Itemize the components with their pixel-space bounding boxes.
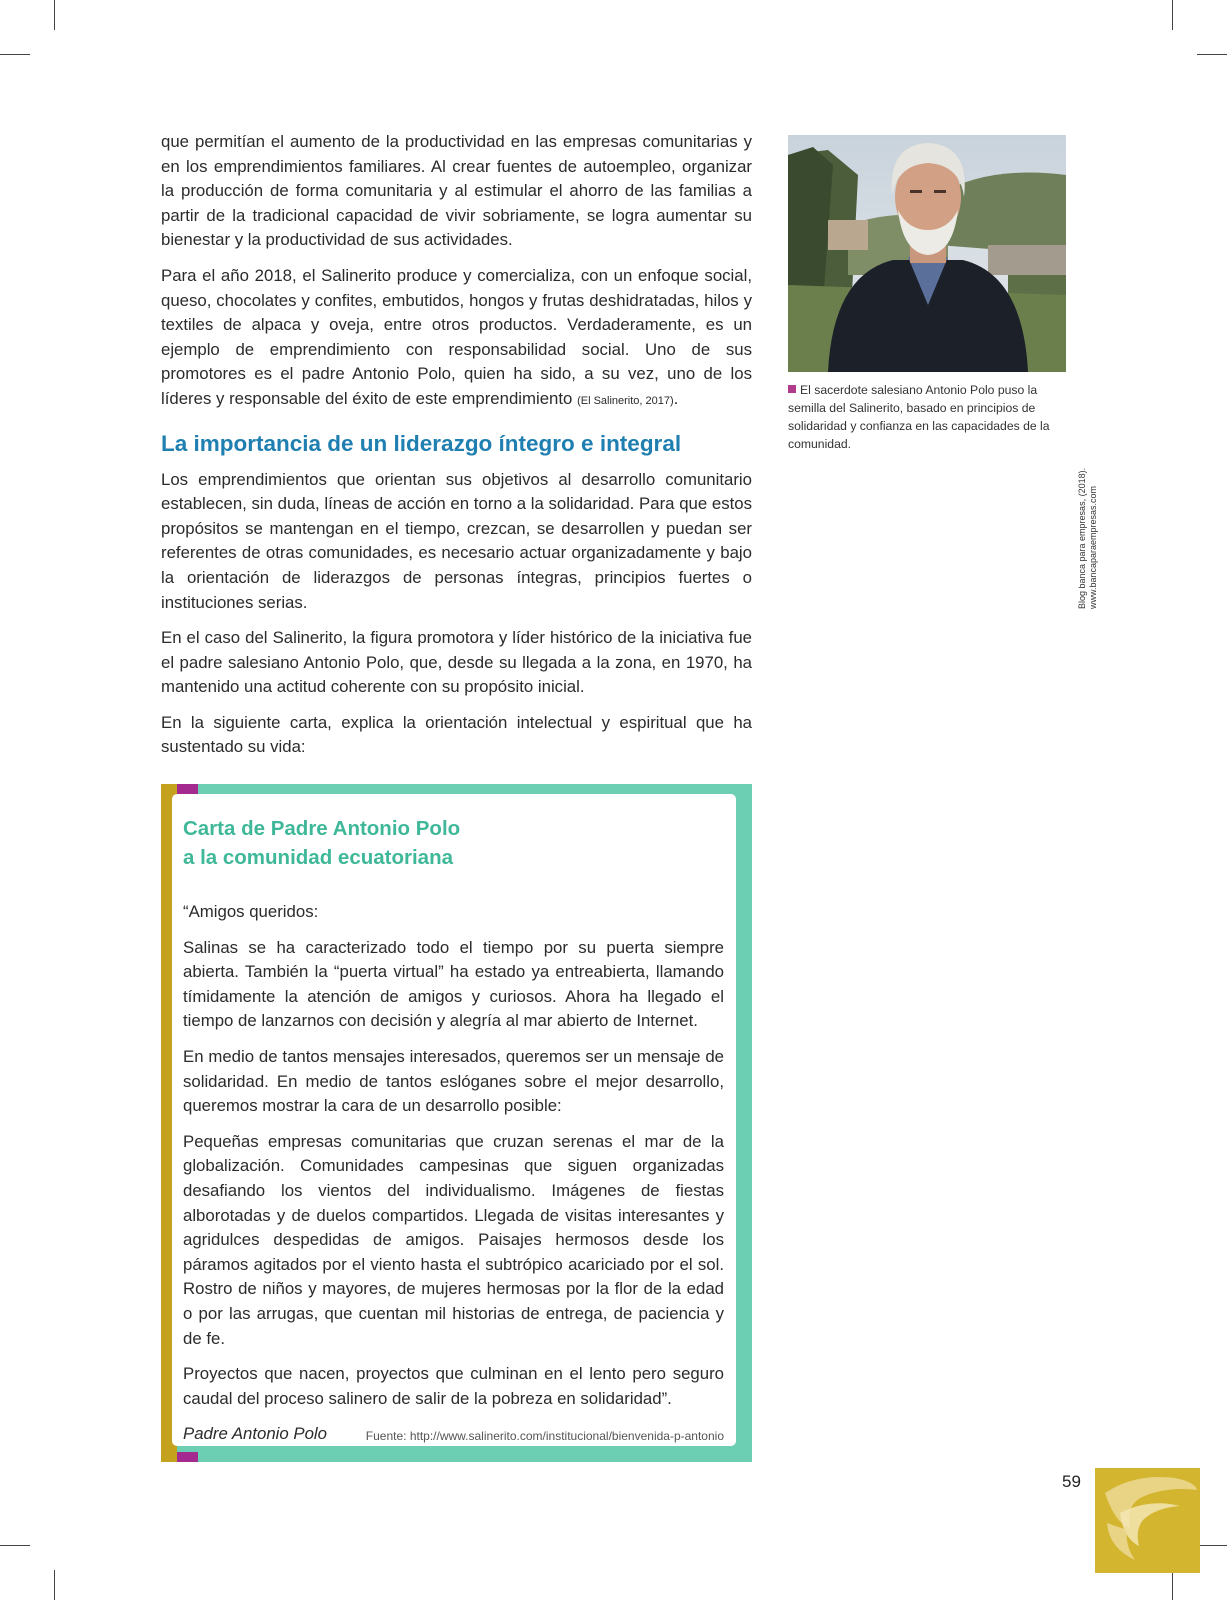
crop-mark	[54, 1570, 55, 1600]
crop-mark	[1197, 1545, 1227, 1546]
photo-credit-url: www.bancaparaempresas.com	[1088, 485, 1098, 609]
corner-ornament	[1095, 1468, 1200, 1573]
crop-mark	[1172, 0, 1173, 30]
body-paragraph: En el caso del Salinerito, la figura promotora y líder histórico de la iniciativa fue el padre salesiano Antonio Polo, que, desde su llegada a la zona, en 1970, ha mantenido una actitud coherente con su propósito inicial.	[161, 628, 752, 697]
photo-credit-line: Blog banca para empresas, (2018).	[1077, 467, 1087, 609]
body-paragraph: En la siguiente carta, explica la orientación intelectual y espiritual que ha sustentado su vida:	[161, 712, 752, 757]
letter-paragraph: “Amigos queridos:	[183, 902, 319, 921]
crop-mark	[54, 0, 55, 30]
letter-accent-tab-top	[177, 784, 198, 794]
crop-mark	[1172, 1570, 1173, 1600]
body-paragraph-text: Para el año 2018, el Salinerito produce y comercializa, con un enfoque social, queso, chocolates y confites, embutidos, hongos y frutas deshidratadas, hilos y textiles de alpaca y oveja, entre otros productos. Verdaderamente, es un ejemplo de emprendimiento con responsabilidad social. Uno de sus promotores es el padre Antonio Polo, quien ha sido, a su vez, uno de los líderes y responsable del éxito de este emprendimiento	[161, 265, 752, 408]
letter-panel	[172, 794, 736, 1446]
crop-mark	[0, 54, 30, 55]
letter-source: Fuente: http://www.salinerito.com/institucional/bienvenida-p-antonio	[365, 1429, 724, 1443]
crop-mark	[1197, 54, 1227, 55]
letter-paragraph: Salinas se ha caracterizado todo el tiempo por su puerta siempre abierta. También la “puerta virtual” ha estado ya entreabierta, llamando tímidamente la atención de amigos y curiosos. Ahora ha llegado el tiempo de lanzarnos con decisión y alegría al mar abierto de Internet.	[183, 937, 724, 1031]
body-paragraph: Los emprendimientos que orientan sus objetivos al desarrollo comunitario establecen, sin duda, líneas de acción en torno a la solidaridad. Para que estos propósitos se mantengan en el tiempo, crezcan, se desarrollen y puedan ser referentes de otras comunidades, es necesario actuar organizadamente y bajo la orientación de liderazgos de personas íntegras, principios fuertes o instituciones serias.	[161, 469, 752, 612]
body-paragraph	[161, 264, 752, 414]
page-number: 59	[1062, 1472, 1081, 1491]
citation-end: .	[673, 388, 679, 408]
hand-ornament-icon	[1095, 1468, 1200, 1573]
letter-signature: Padre Antonio Polo	[183, 1424, 327, 1444]
letter-title	[183, 814, 723, 872]
letter-title-line: a la comunidad ecuatoriana	[183, 846, 453, 869]
photo-caption	[788, 381, 1068, 453]
portrait-illustration	[788, 135, 1066, 372]
letter-body	[183, 900, 724, 1458]
letter-title-line: Carta de Padre Antonio Polo	[183, 817, 461, 840]
crop-mark	[0, 1545, 30, 1546]
photo-credit	[1077, 372, 1098, 609]
portrait-photo	[788, 135, 1066, 372]
citation: (El Salinerito, 2017)	[577, 394, 674, 407]
photo-caption-text: El sacerdote salesiano Antonio Polo puso la semilla del Salinerito, basado en principios de solidaridad y confianza en las capacidades de la comunidad.	[788, 383, 1050, 451]
letter-paragraph: Pequeñas empresas comunitarias que cruzan serenas el mar de la globalización. Comunidades campesinas que siguen organizadas desafiando los vientos del individualismo. Imágenes de fiestas alborotadas y de duelos compartidos. Llegada de visitas interesantes y agridulces despedidas de amigos. Paisajes hermosos desde los páramos agitados por el viento hasta el subtrópico acariciado por el sol. Rostro de niños y mayores, de mujeres hermosas por la flor de la edad o por las arrugas, que cuentan mil historias de entrega, de paciencia y de fe.	[183, 1131, 724, 1348]
main-column	[161, 130, 752, 771]
body-paragraph: que permitían el aumento de la productividad en las empresas comunitarias y en los emprendimientos familiares. Al crear fuentes de autoempleo, organizar la producción de forma comunitaria y al estimular el ahorro de las familias a partir de la tradicional capacidad de vivir sobriamente, se logra aumentar su bienestar y la productividad de sus actividades.	[161, 132, 752, 250]
letter-paragraph: En medio de tantos mensajes interesados, queremos ser un mensaje de solidaridad. En medio de tantos eslóganes sobre el mejor desarrollo, queremos mostrar la cara de un desarrollo posible:	[183, 1046, 724, 1116]
letter-paragraph: Proyectos que nacen, proyectos que culminan en el lento pero seguro caudal del proceso salinero de salir de la pobreza en solidaridad”.	[183, 1364, 724, 1408]
caption-square-icon	[788, 385, 796, 393]
section-heading: La importancia de un liderazgo íntegro e integral	[161, 430, 682, 456]
letter-box	[161, 784, 752, 1462]
